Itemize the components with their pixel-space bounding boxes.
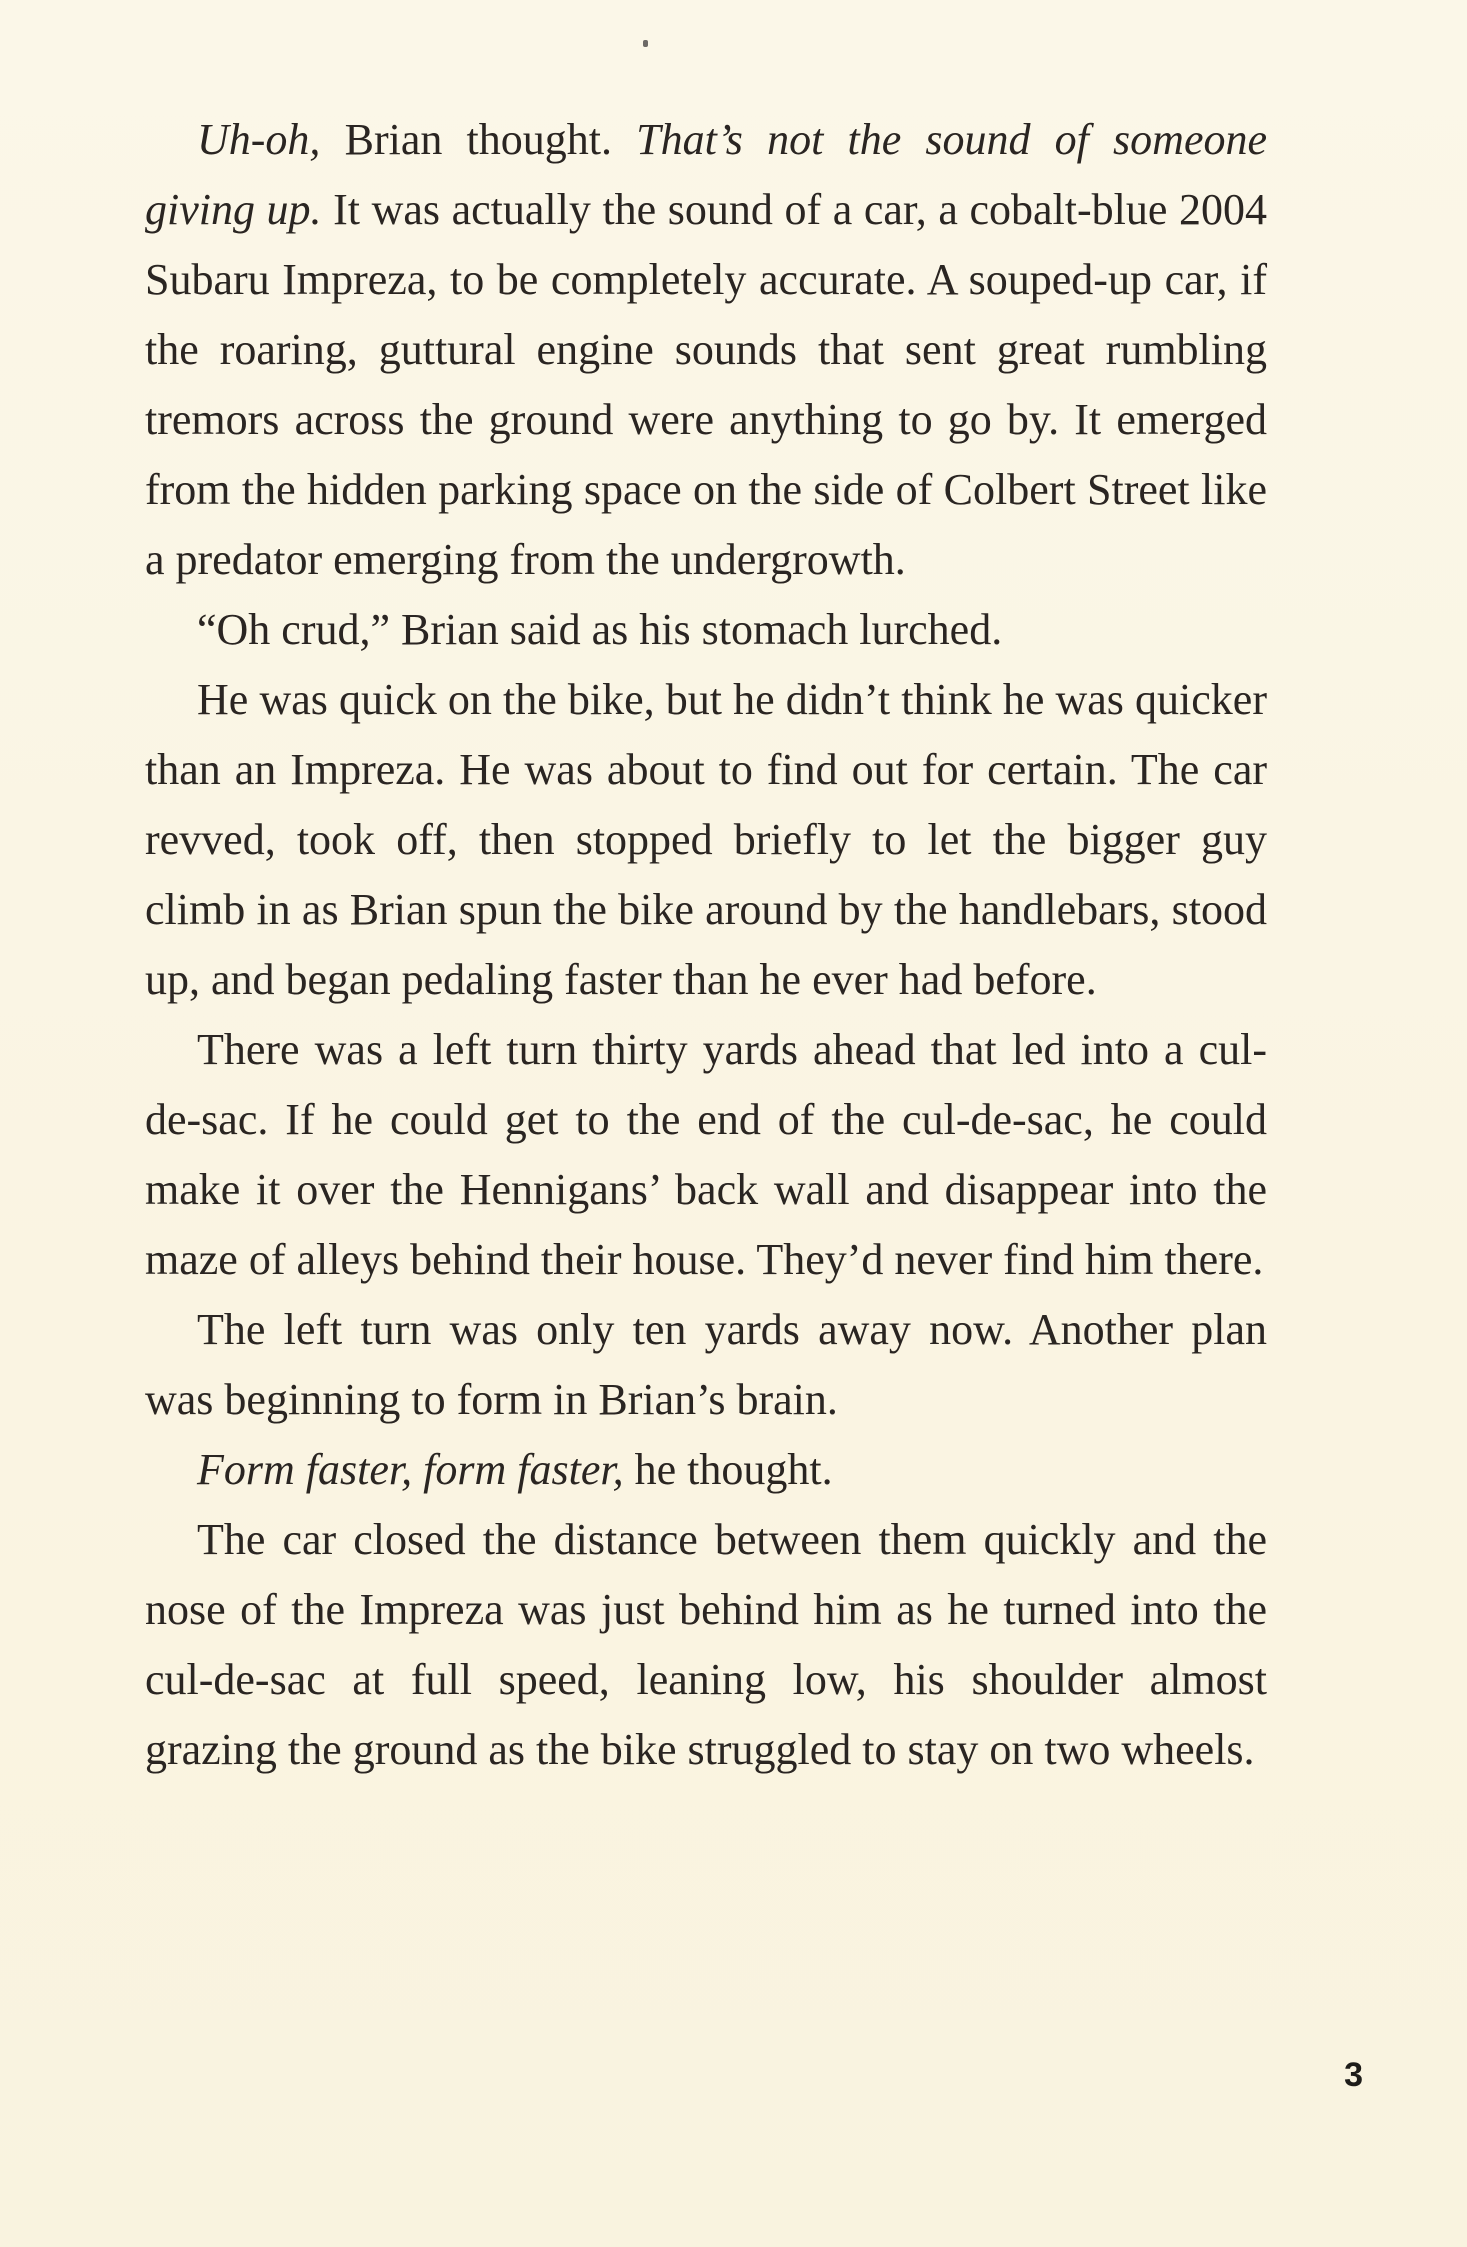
- text-segment: Form faster, form faster,: [197, 1445, 624, 1494]
- paragraph-6: [145, 1435, 1267, 1505]
- text-segment: The left turn was only ten yards away now. Another plan was beginning to form in Brian’s brain.: [145, 1305, 1267, 1424]
- text-segment: “Oh crud,” Brian said as his stomach lurched.: [197, 605, 1003, 654]
- paragraph-5: [145, 1295, 1267, 1435]
- paragraph-4: [145, 1015, 1267, 1295]
- text-segment: Uh-oh,: [197, 115, 321, 164]
- text-segment: He was quick on the bike, but he didn’t think he was quicker than an Impreza. He was about to find out for certain. The car revved, took off, then stopped briefly to let the bigger guy climb in as Brian spun the bike around by the handlebars, stood up, and began pedaling faster than he ever had before.: [145, 675, 1267, 1004]
- text-segment: The car closed the distance between them quickly and the nose of the Impreza was just behind him as he turned into the cul-de-sac at full speed, leaning low, his shoulder almost grazing the ground as the bike struggled to stay on two wheels.: [145, 1515, 1267, 1774]
- paragraph-3: [145, 665, 1267, 1015]
- text-segment: he thought.: [623, 1445, 833, 1494]
- paragraph-7: [145, 1505, 1267, 1785]
- text-segment: It was actually the sound of a car, a cobalt-blue 2004 Subaru Impreza, to be completely accurate. A souped-up car, if the roaring, guttural engine sounds that sent great rumbling tremors across the ground were anything to go by. It emerged from the hidden parking space on the side of Colbert Street like a predator emerging from the undergrowth.: [145, 185, 1267, 584]
- print-speck: [643, 40, 648, 47]
- text-segment: Brian thought.: [320, 115, 637, 164]
- text-segment: That’s not the sound of someone giving up.: [145, 115, 1267, 234]
- text-segment: There was a left turn thirty yards ahead that led into a cul-de-sac. If he could get to the end of the cul-de-sac, he could make it over the Hennigans’ back wall and disappear into the maze of alleys behind their house. They’d never find him there.: [145, 1025, 1267, 1284]
- paragraph-1: [145, 105, 1267, 595]
- body-text: [145, 105, 1267, 1785]
- paragraph-2: [145, 595, 1267, 665]
- page-number: 3: [1344, 2056, 1363, 2094]
